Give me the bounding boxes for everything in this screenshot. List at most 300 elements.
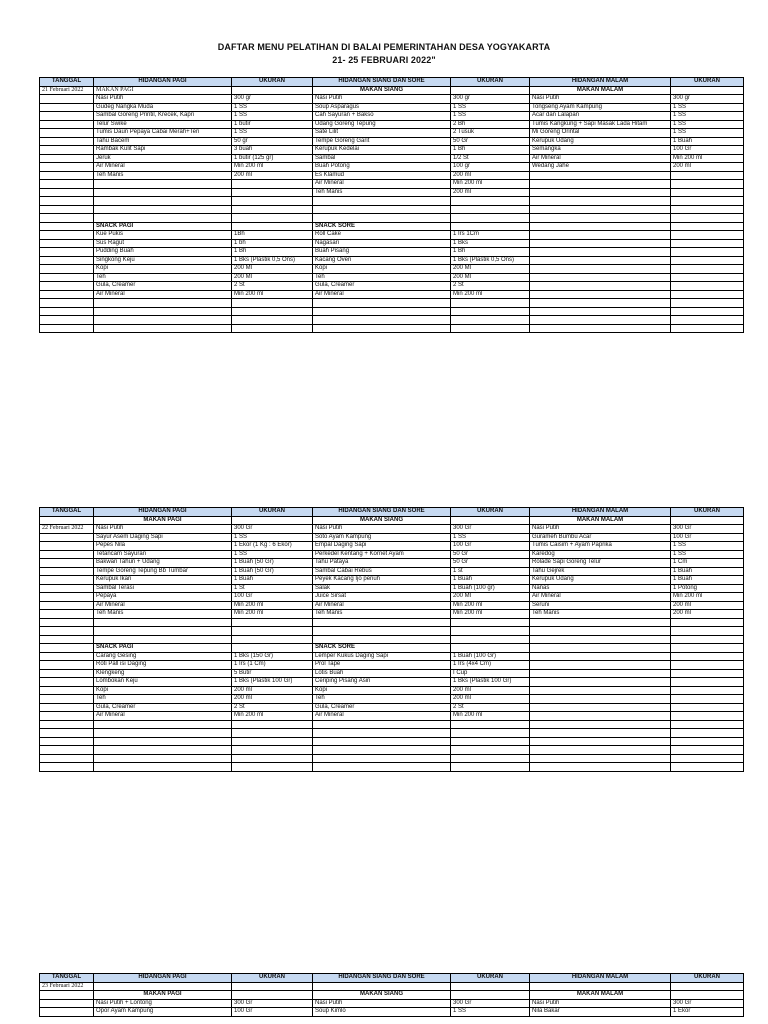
- menu-cell: 1 Potong: [671, 584, 744, 593]
- menu-cell: Gudeg Nangka Muda: [94, 103, 232, 112]
- empty-cell: [40, 754, 94, 763]
- menu-cell: [94, 197, 232, 206]
- snack-cell: [530, 316, 671, 325]
- empty-cell: [232, 86, 313, 95]
- column-header: UKURAN: [451, 974, 530, 983]
- menu-table-day-1: [39, 77, 744, 333]
- empty-cell: [40, 188, 94, 197]
- empty-cell: [232, 644, 313, 653]
- snack-cell: [671, 652, 744, 661]
- snack-row: [40, 231, 744, 240]
- snack-cell: [313, 754, 451, 763]
- menu-row: [40, 618, 744, 627]
- menu-row: [40, 95, 744, 104]
- empty-cell: [40, 1008, 94, 1017]
- snack-cell: [530, 686, 671, 695]
- menu-cell: Teh Manis: [94, 610, 232, 619]
- snack-row: [40, 316, 744, 325]
- snack-cell: [671, 661, 744, 670]
- empty-cell: [451, 222, 530, 231]
- snack-cell: [94, 316, 232, 325]
- menu-cell: Sayur Asem Daging Sapi: [94, 533, 232, 542]
- snack-row: [40, 239, 744, 248]
- menu-cell: 1 SS: [232, 103, 313, 112]
- menu-cell: Teh Manis: [313, 188, 451, 197]
- empty-cell: [40, 533, 94, 542]
- menu-cell: [671, 618, 744, 627]
- menu-cell: 200 ml: [671, 610, 744, 619]
- menu-cell: 1 Ekor (1 Kg : 6 Ekor): [232, 542, 313, 551]
- snack-cell: [671, 248, 744, 257]
- snack-cell: [451, 763, 530, 772]
- column-header: UKURAN: [232, 78, 313, 87]
- menu-cell: Tahu Pataya: [313, 559, 451, 568]
- snack-row: [40, 763, 744, 772]
- snack-cell: [671, 754, 744, 763]
- date-cell: 21 Februari 2022: [40, 86, 94, 95]
- menu-cell: Nasi Putih: [313, 525, 451, 534]
- snack-cell: 200 Ml: [451, 273, 530, 282]
- snack-cell: [94, 299, 232, 308]
- snack-cell: [530, 695, 671, 704]
- menu-row: [40, 197, 744, 206]
- empty-cell: [94, 982, 232, 991]
- empty-cell: [40, 239, 94, 248]
- snack-cell: Lemper Kukus Daging Sapi: [313, 652, 451, 661]
- snack-cell: 200 ml: [451, 695, 530, 704]
- menu-cell: [232, 214, 313, 223]
- snack-cell: [671, 729, 744, 738]
- menu-cell: [313, 205, 451, 214]
- snack-cell: Min 200 ml: [232, 290, 313, 299]
- snack-cell: 1 Bks (Plastik 0,5 Ons): [451, 256, 530, 265]
- menu-cell: Min 200 ml: [232, 163, 313, 172]
- empty-cell: [671, 516, 744, 525]
- menu-row: [40, 188, 744, 197]
- snack-cell: [530, 231, 671, 240]
- meal-title-siang: MAKAN SIANG: [313, 86, 451, 95]
- snack-cell: Lotis Buah: [313, 669, 451, 678]
- menu-cell: Bakwan Tahun + Udang: [94, 559, 232, 568]
- menu-cell: Pepes Nila: [94, 542, 232, 551]
- meal-title-siang: MAKAN SIANG: [313, 991, 451, 1000]
- menu-cell: Tongseng Ayam Kampung: [530, 103, 671, 112]
- empty-cell: [40, 669, 94, 678]
- snack-cell: Min 200 ml: [232, 712, 313, 721]
- empty-cell: [232, 516, 313, 525]
- snack-cell: 2 St: [232, 282, 313, 291]
- snack-cell: [671, 316, 744, 325]
- menu-cell: 50 Gr: [451, 137, 530, 146]
- snack-cell: [671, 720, 744, 729]
- snack-cell: Kopi: [313, 686, 451, 695]
- snack-cell: [232, 720, 313, 729]
- menu-cell: Nasi Putih: [530, 999, 671, 1008]
- column-header: UKURAN: [671, 508, 744, 517]
- snack-cell: [94, 307, 232, 316]
- menu-cell: 1 SS: [451, 533, 530, 542]
- snack-cell: Carang Gesing: [94, 652, 232, 661]
- empty-cell: [40, 307, 94, 316]
- menu-cell: Acar dan Lalapan: [530, 112, 671, 121]
- snack-cell: 1 Bks (Plastik 100 Gr): [451, 678, 530, 687]
- empty-cell: [40, 222, 94, 231]
- menu-cell: Air Mineral: [530, 154, 671, 163]
- empty-cell: [40, 703, 94, 712]
- snack-cell: Buah Pisang: [313, 248, 451, 257]
- menu-cell: 2 Bh: [451, 120, 530, 129]
- snack-cell: [313, 299, 451, 308]
- menu-cell: [671, 171, 744, 180]
- empty-cell: [40, 991, 94, 1000]
- date-cell: 23 Februari 2022: [40, 982, 94, 991]
- snack-cell: [94, 324, 232, 333]
- snack-cell: [671, 703, 744, 712]
- menu-cell: 1 Buah: [232, 576, 313, 585]
- snack-cell: 2 St: [451, 282, 530, 291]
- snack-cell: [232, 729, 313, 738]
- snack-cell: [530, 239, 671, 248]
- menu-cell: Tempe Goreng Tepung Bb Tumbar: [94, 567, 232, 576]
- menu-cell: Karedog: [530, 550, 671, 559]
- empty-cell: [40, 120, 94, 129]
- menu-cell: 1 Buah: [671, 576, 744, 585]
- snack-cell: [530, 703, 671, 712]
- menu-cell: 100 Gr: [671, 533, 744, 542]
- menu-cell: Soup Kimlo: [313, 1008, 451, 1017]
- menu-cell: Teh Manis: [530, 610, 671, 619]
- empty-cell: [40, 567, 94, 576]
- snack-row: [40, 324, 744, 333]
- snack-cell: [530, 678, 671, 687]
- empty-cell: [40, 737, 94, 746]
- menu-cell: 300 Gr: [451, 525, 530, 534]
- snack-cell: Pudding Buah: [94, 248, 232, 257]
- menu-cell: 100 Gr: [232, 1008, 313, 1017]
- empty-cell: [40, 154, 94, 163]
- menu-cell: Perkedel Kentang + Kornet Ayam: [313, 550, 451, 559]
- column-header: UKURAN: [451, 78, 530, 87]
- meal-title-malam: MAKAN MALAM: [530, 516, 671, 525]
- menu-cell: Kerupuk Udang: [530, 576, 671, 585]
- menu-cell: Teh Manis: [94, 171, 232, 180]
- snack-cell: [530, 754, 671, 763]
- menu-cell: Kerupuk Udang: [530, 137, 671, 146]
- snack-cell: [451, 737, 530, 746]
- snack-row: [40, 248, 744, 257]
- menu-cell: 300 Gr: [671, 999, 744, 1008]
- snack-cell: [671, 324, 744, 333]
- menu-row: [40, 137, 744, 146]
- menu-cell: 1 Buah (100 gr): [451, 584, 530, 593]
- snack-cell: 1 Irs (4x4 Cm): [451, 661, 530, 670]
- snack-cell: 1 Bks (Plastik 0,5 Ons): [232, 256, 313, 265]
- meal-title-pagi: MAKAN PAGI: [94, 516, 232, 525]
- menu-row: [40, 627, 744, 636]
- menu-cell: 1 Cm: [671, 559, 744, 568]
- snack-cell: [232, 763, 313, 772]
- menu-cell: Sambal Cabai Rebus: [313, 567, 451, 576]
- empty-cell: [40, 273, 94, 282]
- menu-cell: [313, 627, 451, 636]
- menu-cell: Seruni: [530, 601, 671, 610]
- snack-cell: Gula, Creamer: [94, 703, 232, 712]
- column-header: HIDANGAN SIANG DAN SORE: [313, 78, 451, 87]
- empty-cell: [671, 982, 744, 991]
- snack-cell: [671, 299, 744, 308]
- menu-row: [40, 584, 744, 593]
- snack-row: [40, 282, 744, 291]
- menu-row: [40, 205, 744, 214]
- snack-cell: 200 ml: [232, 695, 313, 704]
- empty-cell: [40, 627, 94, 636]
- empty-cell: [40, 290, 94, 299]
- empty-cell: [40, 231, 94, 240]
- empty-cell: [451, 86, 530, 95]
- snack-cell: Roll Cake: [313, 231, 451, 240]
- snack-cell: [313, 729, 451, 738]
- menu-row: [40, 103, 744, 112]
- empty-cell: [40, 112, 94, 121]
- menu-row: [40, 1008, 744, 1017]
- menu-cell: Nila Bakar: [530, 1008, 671, 1017]
- menu-cell: Tahu Bacem: [94, 137, 232, 146]
- snack-cell: 5 Butir: [232, 669, 313, 678]
- menu-cell: [313, 197, 451, 206]
- menu-cell: 1 SS: [232, 112, 313, 121]
- empty-cell: [40, 163, 94, 172]
- meal-title-malam: MAKAN MALAM: [530, 991, 671, 1000]
- snack-cell: [232, 324, 313, 333]
- snack-title-pagi: SNACK PAGI: [94, 644, 232, 653]
- snack-cell: [530, 729, 671, 738]
- menu-cell: [530, 205, 671, 214]
- menu-cell: Rolade Sapi Goreng Telur: [530, 559, 671, 568]
- header-row: [40, 508, 744, 517]
- empty-cell: [40, 661, 94, 670]
- snack-cell: 1 Irs (1 Cm): [232, 661, 313, 670]
- empty-cell: [451, 516, 530, 525]
- snack-cell: Teh: [313, 273, 451, 282]
- menu-cell: [451, 618, 530, 627]
- snack-cell: [530, 290, 671, 299]
- snack-cell: Nagasari: [313, 239, 451, 248]
- meal-title-row: [40, 86, 744, 95]
- snack-cell: [94, 720, 232, 729]
- snack-cell: [530, 746, 671, 755]
- snack-row: [40, 307, 744, 316]
- empty-cell: [40, 712, 94, 721]
- menu-cell: 1 SS: [232, 129, 313, 138]
- menu-cell: Opor Ayam Kampung: [94, 1008, 232, 1017]
- menu-cell: [671, 205, 744, 214]
- snack-cell: [530, 712, 671, 721]
- menu-cell: [530, 618, 671, 627]
- snack-cell: [671, 231, 744, 240]
- snack-cell: [530, 307, 671, 316]
- empty-cell: [40, 618, 94, 627]
- snack-row: [40, 265, 744, 274]
- menu-cell: 1 st: [451, 567, 530, 576]
- menu-cell: 1 SS: [232, 550, 313, 559]
- menu-cell: 200 Ml: [451, 593, 530, 602]
- menu-cell: Tahu Gejrek: [530, 567, 671, 576]
- menu-cell: 100 gr: [451, 163, 530, 172]
- menu-cell: 50 Gr: [451, 550, 530, 559]
- menu-cell: [530, 171, 671, 180]
- menu-cell: Juice Sirsat: [313, 593, 451, 602]
- menu-cell: [671, 188, 744, 197]
- menu-cell: Nasi Putih: [313, 999, 451, 1008]
- menu-cell: 1 Buah (50 Gr): [232, 559, 313, 568]
- menu-cell: Nasi Putih: [530, 95, 671, 104]
- empty-cell: [40, 542, 94, 551]
- column-header: UKURAN: [671, 974, 744, 983]
- snack-row: [40, 729, 744, 738]
- menu-cell: [94, 180, 232, 189]
- menu-cell: [451, 635, 530, 644]
- snack-cell: [671, 737, 744, 746]
- snack-cell: [313, 720, 451, 729]
- snack-cell: Kacang Oven: [313, 256, 451, 265]
- menu-row: [40, 146, 744, 155]
- snack-cell: [94, 754, 232, 763]
- empty-cell: [40, 695, 94, 704]
- menu-row: [40, 576, 744, 585]
- snack-cell: [232, 299, 313, 308]
- menu-cell: Min 200 ml: [671, 593, 744, 602]
- snack-cell: [671, 239, 744, 248]
- menu-cell: 200 ml: [671, 163, 744, 172]
- menu-cell: [232, 188, 313, 197]
- menu-cell: Min 200 ml: [451, 180, 530, 189]
- menu-cell: 3 buah: [232, 146, 313, 155]
- empty-cell: [40, 516, 94, 525]
- snack-cell: [530, 720, 671, 729]
- empty-cell: [40, 137, 94, 146]
- empty-cell: [40, 746, 94, 755]
- menu-cell: 100 Gr: [451, 542, 530, 551]
- menu-cell: Sambal Goreng Printil, Krecek, Kapri: [94, 112, 232, 121]
- column-header: UKURAN: [232, 974, 313, 983]
- snack-title-sore: SNACK SORE: [313, 644, 451, 653]
- menu-cell: [313, 618, 451, 627]
- snack-row: [40, 661, 744, 670]
- snack-cell: Gula, Creamer: [313, 703, 451, 712]
- menu-cell: Tempe Goreng Garit: [313, 137, 451, 146]
- snack-row: [40, 746, 744, 755]
- menu-cell: [232, 197, 313, 206]
- menu-cell: Air Mineral: [94, 601, 232, 610]
- empty-cell: [451, 991, 530, 1000]
- menu-cell: Soup Asparagus: [313, 103, 451, 112]
- snack-cell: Teh: [94, 273, 232, 282]
- menu-cell: Nasi Putih: [94, 525, 232, 534]
- menu-cell: Empal Daging Sapi: [313, 542, 451, 551]
- menu-row: [40, 601, 744, 610]
- menu-cell: Teh Manis: [313, 610, 451, 619]
- empty-cell: [530, 644, 671, 653]
- empty-cell: [40, 601, 94, 610]
- menu-row: [40, 593, 744, 602]
- menu-cell: [530, 627, 671, 636]
- snack-cell: Air Mineral: [313, 290, 451, 299]
- menu-cell: Nasi Putih: [313, 95, 451, 104]
- column-header: UKURAN: [451, 508, 530, 517]
- snack-cell: 200 Ml: [232, 273, 313, 282]
- menu-cell: Mi Goreng Orintal: [530, 129, 671, 138]
- empty-cell: [671, 991, 744, 1000]
- column-header: HIDANGAN MALAM: [530, 974, 671, 983]
- snack-cell: Ceriping Pisang Asin: [313, 678, 451, 687]
- empty-cell: [40, 593, 94, 602]
- empty-cell: [40, 610, 94, 619]
- menu-cell: 300 gr: [451, 95, 530, 104]
- menu-cell: 1 SS: [671, 542, 744, 551]
- header-row: [40, 974, 744, 983]
- snack-cell: [530, 282, 671, 291]
- empty-cell: [40, 171, 94, 180]
- empty-cell: [232, 222, 313, 231]
- empty-cell: [40, 95, 94, 104]
- empty-cell: [40, 180, 94, 189]
- snack-cell: Teh: [313, 695, 451, 704]
- snack-cell: [671, 307, 744, 316]
- menu-cell: [232, 627, 313, 636]
- snack-row: [40, 686, 744, 695]
- meal-title-malam: MAKAN MALAM: [530, 86, 671, 95]
- menu-cell: Semangka: [530, 146, 671, 155]
- snack-cell: [530, 265, 671, 274]
- menu-cell: 1 SS: [671, 103, 744, 112]
- menu-cell: [451, 205, 530, 214]
- snack-cell: [671, 669, 744, 678]
- menu-cell: Sate Lilit: [313, 129, 451, 138]
- snack-cell: [451, 307, 530, 316]
- empty-cell: [451, 644, 530, 653]
- menu-cell: [94, 205, 232, 214]
- menu-cell: Buah Potong: [313, 163, 451, 172]
- snack-cell: [313, 316, 451, 325]
- menu-cell: [94, 188, 232, 197]
- menu-cell: 1 Buah (50 Gr): [232, 567, 313, 576]
- menu-cell: Air Mineral: [94, 163, 232, 172]
- menu-cell: Nasi Putih: [94, 95, 232, 104]
- snack-cell: 200 ml: [451, 686, 530, 695]
- snack-cell: Gula, Creamer: [94, 282, 232, 291]
- empty-cell: [40, 678, 94, 687]
- menu-cell: [530, 635, 671, 644]
- snack-cell: Gula, Creamer: [313, 282, 451, 291]
- empty-cell: [40, 299, 94, 308]
- menu-cell: 1 SS: [671, 550, 744, 559]
- menu-cell: 1 SS: [671, 112, 744, 121]
- menu-row: [40, 171, 744, 180]
- empty-cell: [40, 559, 94, 568]
- menu-cell: Sambal Terasi: [94, 584, 232, 593]
- snack-cell: [94, 746, 232, 755]
- menu-cell: 100 Gr: [232, 593, 313, 602]
- snack-cell: [313, 763, 451, 772]
- menu-cell: 1 Bh: [451, 146, 530, 155]
- menu-cell: [94, 618, 232, 627]
- column-header: HIDANGAN MALAM: [530, 508, 671, 517]
- meal-title-row: [40, 516, 744, 525]
- menu-table-day-2: [39, 507, 744, 772]
- snack-cell: Kopi: [313, 265, 451, 274]
- menu-cell: 1/2 St: [451, 154, 530, 163]
- snack-cell: [671, 695, 744, 704]
